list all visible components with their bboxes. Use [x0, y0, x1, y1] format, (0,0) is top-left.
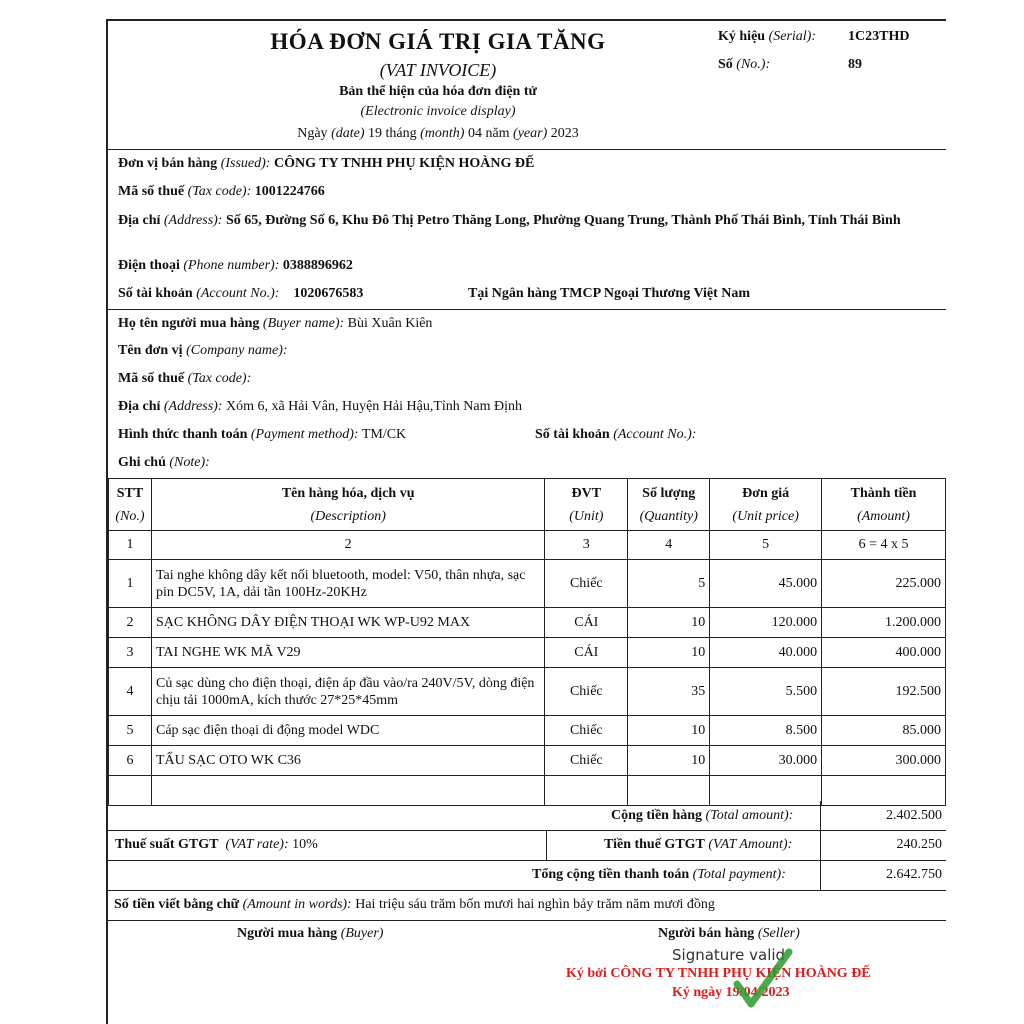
table-row: 6 TẨU SẠC OTO WK C36 Chiếc 10 30.000 300.000: [109, 746, 946, 776]
total-amount: 2.402.500: [886, 808, 942, 823]
col-header-quantity: Số lượng (Quantity): [628, 479, 710, 531]
table-row: 5 Cáp sạc điện thoại di động model WDC Chiếc 10 8.500 85.000: [109, 716, 946, 746]
buyer-address-row: Địa chỉ (Address): Xóm 6, xã Hải Vân, Huyện Hải Hậu,Tỉnh Nam Định: [118, 399, 522, 414]
seller-address-row: Địa chỉ (Address): Số 65, Đường Số 6, Khu Đô Thị Petro Thăng Long, Phường Quang Trung, Thành Phố Thái Bình, Tỉnh Thái Bình: [118, 213, 901, 228]
signed-date-text: Ký ngày 19/04/2023: [672, 985, 790, 1000]
date-word-en: (date): [331, 126, 365, 141]
seller-account: 1020676583: [293, 286, 364, 301]
invoice-date: [18, 126, 858, 142]
total-payment: 2.642.750: [886, 867, 942, 882]
divider: [108, 860, 946, 861]
col-header-stt: STT (No.): [109, 479, 152, 531]
buyer-company-row: Tên đơn vị (Company name):: [118, 343, 288, 358]
note-row: Ghi chú (Note):: [118, 455, 210, 470]
buyer-account-row: Số tài khoản (Account No.):: [535, 427, 697, 442]
table-row: 3 TAI NGHE WK MÃ V29 CÁI 10 40.000 400.000: [109, 638, 946, 668]
amount-in-words: Hai triệu sáu trăm bốn mươi hai nghìn bảy trăm năm mươi đồng: [355, 897, 715, 912]
items-table: [108, 478, 946, 806]
vat-rate: 10%: [292, 837, 318, 852]
seller-tax-code: 1001224766: [254, 184, 325, 199]
payment-method: TM/CK: [361, 427, 407, 442]
display-label-en: (Electronic invoice display): [360, 104, 516, 119]
invoice-no-label: Số (No.):: [718, 57, 771, 72]
seller-address: Số 65, Đường Số 6, Khu Đô Thị Petro Thăng Long, Phường Quang Trung, Thành Phố Thái Bình, Tỉnh Thái Bình: [225, 213, 901, 228]
signed-by-text: Ký bởi CÔNG TY TNHH PHỤ KIỆN HOÀNG ĐẾ: [566, 966, 871, 981]
col-header-description: Tên hàng hóa, dịch vụ (Description): [151, 479, 544, 531]
col-header-unit-price: Đơn giá (Unit price): [710, 479, 822, 531]
buyer-name: Bùi Xuân Kiên: [347, 316, 433, 331]
date-month-en: (month): [420, 126, 465, 141]
signature-valid-text: Signature valid: [672, 946, 786, 964]
date-month: 04: [467, 126, 482, 141]
divider: [108, 920, 946, 921]
table-row: 2 SẠC KHÔNG DÂY ĐIỆN THOẠI WK WP-U92 MAX CÁI 10 120.000 1.200.000: [109, 608, 946, 638]
seller-account-row: Số tài khoản (Account No.): 1020676583: [118, 286, 364, 301]
signature-check-icon: [733, 948, 793, 1010]
vat-divider: [546, 830, 547, 860]
date-day: 19: [368, 126, 382, 141]
divider: [108, 149, 946, 150]
display-label-vi: Bản thể hiện của hóa đơn điện tử: [339, 84, 537, 99]
date-year: 2023: [550, 126, 579, 141]
seller-signature-label: Người bán hàng (Seller): [658, 926, 800, 941]
invoice-header: [108, 19, 946, 149]
seller-phone: 0388896962: [282, 258, 353, 273]
buyer-name-row: Họ tên người mua hàng (Buyer name): Bùi Xuân Kiên: [118, 316, 433, 331]
seller-name: CÔNG TY TNHH PHỤ KIỆN HOÀNG ĐẾ: [273, 156, 535, 171]
date-year-en: (year): [513, 126, 548, 141]
divider: [108, 890, 946, 891]
divider: [108, 309, 946, 310]
buyer-tax-row: Mã số thuế (Tax code):: [118, 371, 252, 386]
vat-amount: 240.250: [896, 837, 942, 852]
seller-tax-row: Mã số thuế (Tax code): 1001224766: [118, 184, 325, 199]
buyer-signature-label: Người mua hàng (Buyer): [237, 926, 384, 941]
totals-value-divider: [820, 801, 821, 890]
seller-phone-row: Điện thoại (Phone number): 0388896962: [118, 258, 353, 273]
buyer-address: Xóm 6, xã Hải Vân, Huyện Hải Hậu,Tỉnh Nam Định: [225, 399, 522, 414]
col-header-unit: ĐVT (Unit): [545, 479, 628, 531]
seller-bank: Tại Ngân hàng TMCP Ngoại Thương Việt Nam: [468, 286, 751, 301]
table-header-row: [109, 479, 946, 531]
date-word-nam: năm: [485, 126, 510, 141]
date-word-ngay: Ngày: [297, 126, 328, 141]
table-row: 4 Củ sạc dùng cho điện thoại, điện áp đầu vào/ra 240V/5V, dòng điện chịu tải 1000mA, kích thước 27*25*45mm Chiếc 35 5.500 192.500: [109, 668, 946, 716]
invoice-no-value: 89: [848, 57, 862, 72]
invoice-title: HÓA ĐƠN GIÁ TRỊ GIA TĂNG: [270, 29, 606, 54]
payment-method-row: Hình thức thanh toán (Payment method): TM/CK: [118, 427, 407, 442]
serial-label: Ký hiệu (Serial):: [718, 29, 817, 44]
amount-in-words-row: Số tiền viết bằng chữ (Amount in words): Hai triệu sáu trăm bốn mươi hai nghìn bảy trăm năm mươi đồng: [114, 897, 715, 912]
serial-value: 1C23THD: [848, 29, 910, 44]
seller-name-row: Đơn vị bán hàng (Issued): CÔNG TY TNHH PHỤ KIỆN HOÀNG ĐẾ: [118, 156, 535, 171]
table-row: 1 Tai nghe không dây kết nối bluetooth, model: V50, thân nhựa, sạc pin DC5V, 1A, dải tần 100Hz-20KHz Chiếc 5 45.000 225.000: [109, 560, 946, 608]
col-header-amount: Thành tiền (Amount): [822, 479, 946, 531]
date-word-thang: tháng: [385, 126, 417, 141]
table-index-row: 1 2 3 4 5 6 = 4 x 5: [109, 531, 946, 560]
invoice-title-en: (VAT INVOICE): [379, 60, 497, 80]
